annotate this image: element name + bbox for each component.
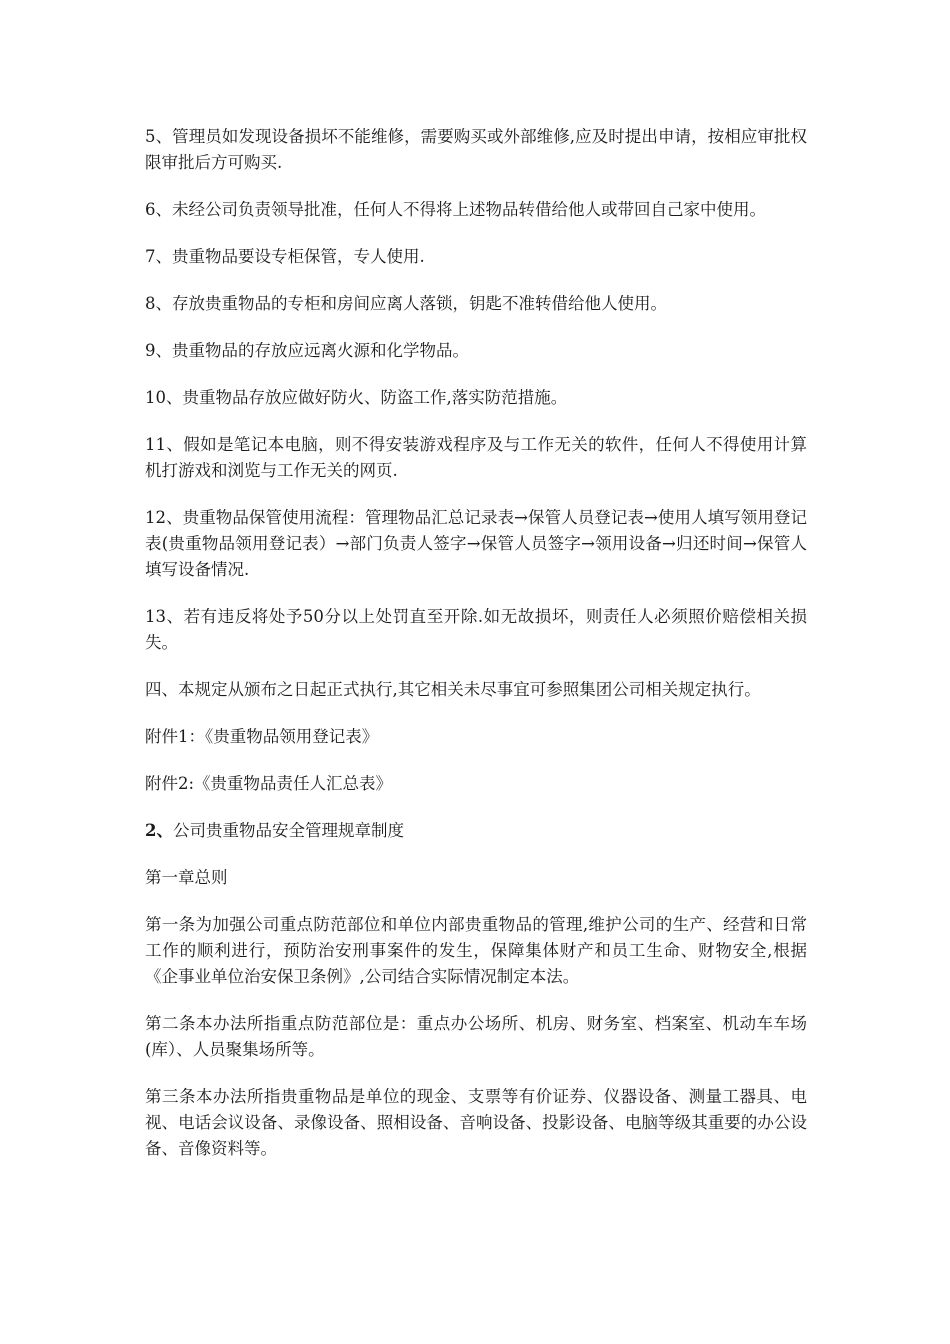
paragraph-item-8: 8、存放贵重物品的专柜和房间应离人落锁，钥匙不准转借给他人使用。 [145, 294, 667, 313]
paragraph-item-10: 10、贵重物品存放应做好防火、防盗工作,落实防范措施。 [145, 388, 568, 407]
paragraph-item-11: 11、假如是笔记本电脑，则不得安装游戏程序及与工作无关的软件，任何人不得使用计算机打游戏和浏览与工作无关的网页. [145, 435, 807, 480]
attachment-1: 附件1：《贵重物品领用登记表》 [145, 727, 379, 746]
article-1: 第一条为加强公司重点防范部位和单位内部贵重物品的管理,维护公司的生产、经营和日常工作的顺利进行，预防治安刑事案件的发生，保障集体财产和员工生命、财物安全,根据《企事业单位治安保卫条例》,公司结合实际情况制定本法。 [145, 915, 807, 986]
article-3: 第三条本办法所指贵重物品是单位的现金、支票等有价证券、仪器设备、测量工器具、电视、电话会议设备、录像设备、照相设备、音响设备、投影设备、电脑等级其重要的办公设备、音像资料等。 [145, 1087, 807, 1158]
paragraph-item-12: 12、贵重物品保管使用流程：管理物品汇总记录表→保管人员登记表→使用人填写领用登记表(贵重物品领用登记表）→部门负责人签字→保管人员签字→领用设备→归还时间→保管人填写设备情况. [145, 508, 807, 579]
document-page [145, 124, 807, 1183]
section-heading-number: 2、 [145, 821, 173, 840]
paragraph-item-5: 5、管理员如发现设备损坏不能维修，需要购买或外部维修,应及时提出申请，按相应审批权限审批后方可购买. [145, 127, 807, 172]
article-2: 第二条本办法所指重点防范部位是：重点办公场所、机房、财务室、档案室、机动车车场(库）、人员聚集场所等。 [145, 1014, 807, 1059]
attachment-2: 附件2:《贵重物品责任人汇总表》 [145, 774, 393, 793]
section-heading [145, 818, 807, 844]
paragraph-section-four: 四、本规定从颁布之日起正式执行,其它相关未尽事宜可参照集团公司相关规定执行。 [145, 680, 761, 699]
chapter-title: 第一章总则 [145, 868, 228, 887]
paragraph-item-6: 6、未经公司负责领导批准，任何人不得将上述物品转借给他人或带回自己家中使用。 [145, 200, 766, 219]
paragraph-item-13: 13、若有违反将处予50分以上处罚直至开除.如无故损坏，则责任人必须照价赔偿相关损失。 [145, 607, 807, 652]
section-heading-title: 公司贵重物品安全管理规章制度 [172, 821, 404, 840]
paragraph-item-9: 9、贵重物品的存放应远离火源和化学物品。 [145, 341, 469, 360]
paragraph-item-7: 7、贵重物品要设专柜保管，专人使用. [145, 247, 425, 266]
